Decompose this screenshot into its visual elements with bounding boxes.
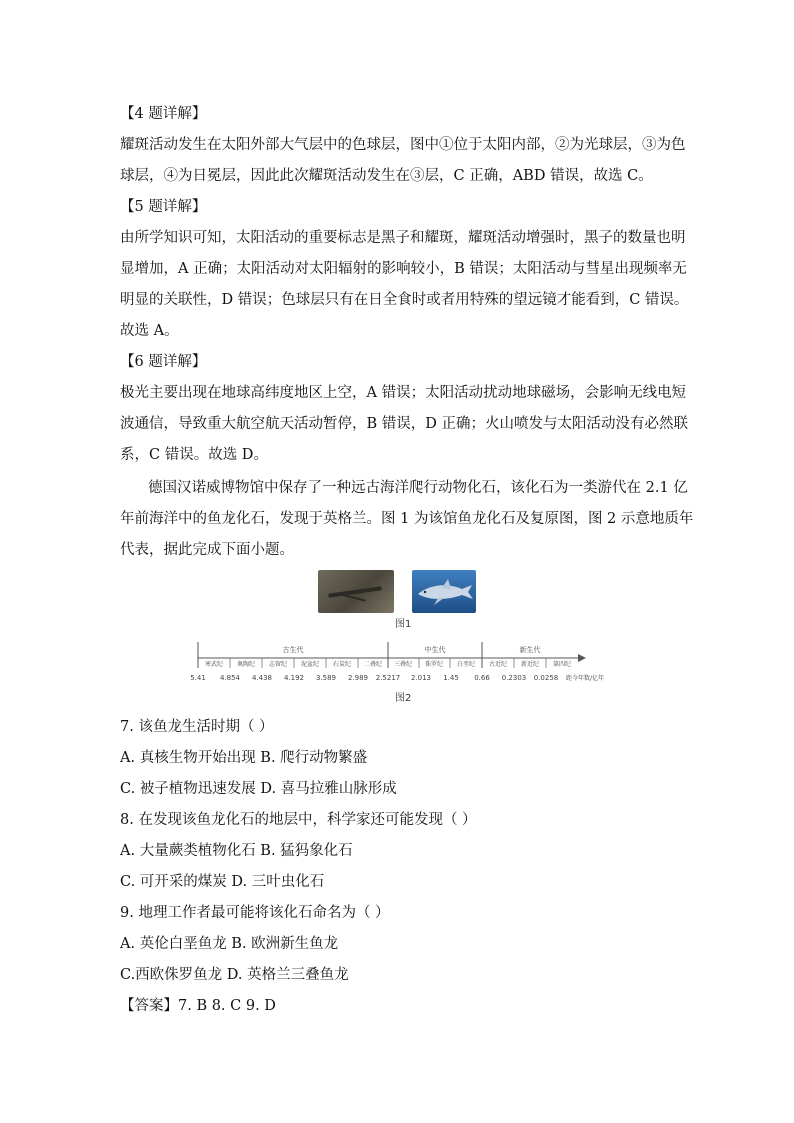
period-label: 石炭纪: [332, 661, 352, 668]
age-label: 3.589: [315, 674, 337, 682]
question-9-stem: 9. 地理工作者最可能将该化石命名为（ ）: [120, 905, 390, 921]
question-7-options-cd: C. 被子植物迅速发展 D. 喜马拉雅山脉形成: [120, 781, 397, 797]
q6-heading: 【6 题详解】: [120, 354, 207, 370]
era-label-cenozoic: 新生代: [519, 646, 541, 654]
age-label: 2.989: [347, 674, 369, 682]
period-label: 泥盆纪: [300, 661, 320, 668]
age-label: 0.2303: [501, 674, 527, 682]
period-label: 二叠纪: [363, 661, 383, 668]
age-label: 1.45: [443, 674, 459, 682]
passage-line-3: 代表，据此完成下面小题。: [120, 542, 294, 558]
q5-explanation-line-4: 故选 A。: [120, 323, 179, 339]
question-7-options-ab: A. 真核生物开始出现 B. 爬行动物繁盛: [120, 750, 368, 766]
fossil-photo: [318, 570, 394, 613]
q5-explanation-line-2: 显增加，A 正确；太阳活动对太阳辐射的影响较小，B 错误；太阳活动与彗星出现频率无: [120, 261, 687, 277]
period-label: 新近纪: [520, 661, 540, 668]
period-label: 侏罗纪: [424, 661, 444, 668]
ichthyosaur-reconstruction-image: [412, 570, 476, 613]
figure-2-caption: 图2: [395, 693, 412, 704]
q4-heading: 【4 题详解】: [120, 106, 207, 122]
age-label: 4.438: [251, 674, 273, 682]
period-label: 志留纪: [268, 661, 288, 668]
period-label: 第四纪: [552, 661, 572, 668]
age-label: 4.854: [219, 674, 241, 682]
period-label: 三叠纪: [393, 661, 413, 668]
period-label: 寒武纪: [204, 661, 224, 668]
question-8-stem: 8. 在发现该鱼龙化石的地层中，科学家还可能发现（ ）: [120, 812, 477, 828]
period-label: 奥陶纪: [236, 661, 256, 668]
age-unit-label: 距今年数/亿年: [566, 675, 605, 682]
question-8-options-ab: A. 大量蕨类植物化石 B. 猛犸象化石: [120, 843, 353, 859]
q5-explanation-line-3: 明显的关联性，D 错误；色球层只有在日全食时或者用特殊的望远镜才能看到，C 错误。: [120, 292, 689, 308]
period-label: 古近纪: [488, 661, 508, 668]
q6-explanation-line-3: 系，C 错误。故选 D。: [120, 447, 268, 463]
figure-1-images: [318, 570, 478, 614]
passage-line-1: 德国汉诺威博物馆中保存了一种远古海洋爬行动物化石，该化石为一类游代在 2.1 亿: [148, 480, 688, 496]
question-9-options-ab: A. 英伦白垩鱼龙 B. 欧洲新生鱼龙: [120, 936, 339, 952]
age-label: 4.192: [283, 674, 305, 682]
period-label: 白垩纪: [456, 661, 476, 668]
age-label: 2.013: [410, 674, 432, 682]
era-label-paleozoic: 古生代: [282, 646, 304, 654]
q4-explanation-line-2: 球层，④为日冕层，因此此次耀斑活动发生在③层，C 正确，ABD 错误，故选 C。: [120, 168, 653, 184]
q6-explanation-line-1: 极光主要出现在地球高纬度地区上空，A 错误；太阳活动扰动地球磁场，会影响无线电短: [120, 385, 687, 401]
q6-explanation-line-2: 波通信，导致重大航空航天活动暂停，B 错误，D 正确；火山喷发与太阳活动没有必然联: [120, 416, 688, 432]
q5-heading: 【5 题详解】: [120, 199, 207, 215]
age-label: 2.5217: [375, 674, 401, 682]
question-9-options-cd: C.西欧侏罗鱼龙 D. 英格兰三叠鱼龙: [120, 967, 349, 983]
era-label-mesozoic: 中生代: [424, 646, 446, 654]
q5-explanation-line-1: 由所学知识可知，太阳活动的重要标志是黑子和耀斑，耀斑活动增强时，黑子的数量也明: [120, 230, 686, 246]
question-7-stem: 7. 该鱼龙生活时期（ ）: [120, 719, 274, 735]
question-8-options-cd: C. 可开采的煤炭 D. 三叶虫化石: [120, 874, 325, 890]
q4-explanation-line-1: 耀斑活动发生在太阳外部大气层中的色球层，图中①位于太阳内部，②为光球层，③为色: [120, 137, 686, 153]
passage-line-2: 年前海洋中的鱼龙化石，发现于英格兰。图 1 为该馆鱼龙化石及复原图，图 2 示意地质年: [120, 511, 694, 527]
figure-1-caption: 图1: [395, 619, 412, 630]
age-label: 5.41: [190, 674, 206, 682]
age-label: 0.66: [474, 674, 490, 682]
geologic-timeline: [188, 638, 614, 686]
age-label: 0.0258: [533, 674, 559, 682]
answer-line: 【答案】7. B 8. C 9. D: [120, 998, 276, 1014]
